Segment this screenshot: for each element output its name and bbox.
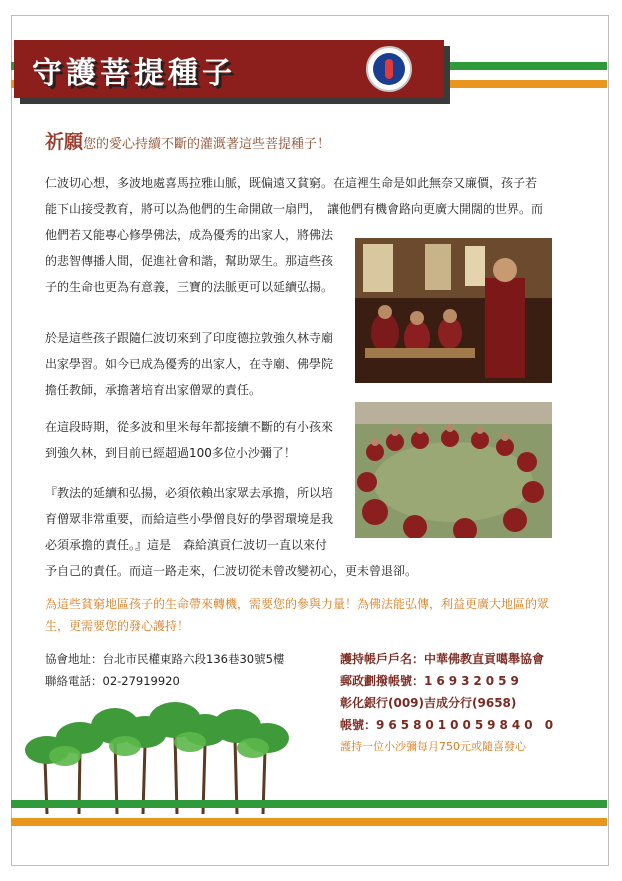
paragraph-2 xyxy=(45,325,333,403)
account-label: 帳號： xyxy=(340,718,377,732)
p2-line3: 擔任教師，承擔著培育出家僧眾的責任。 xyxy=(45,383,262,397)
p1-line4: 的悲智傳播人間，促進社會和諧，幫助眾生。那這些孩 xyxy=(45,254,334,268)
p1-line2: 能下山接受教育，將可以為他們的生命開啟一扇門， 讓他們有機會路向更廣大開闊的世界。而 xyxy=(45,202,544,216)
p1-line5: 子的生命也更為有意義，三寶的法脈更可以延續弘揚。 xyxy=(45,280,334,294)
appeal-text xyxy=(45,593,575,637)
donation-postal xyxy=(340,670,557,692)
donation-account-name: 護持帳戶戶名：中華佛教直貢噶舉協會 xyxy=(340,652,545,666)
contact-address: 協會地址：台北市民權東路六段136巷30號5樓 xyxy=(45,652,285,666)
p3-line2: 到強久林，到目前已經超過100多位小沙彌了！ xyxy=(45,446,296,460)
appeal-line1: 為這些貧窮地區孩子的生命帶來轉機，需要您的參與力量！為佛法能弘傳，利益更廣大地區的眾 xyxy=(45,597,550,611)
p4-line2: 育僧眾非常重要，而給這些小學僧良好的學習環境是我 xyxy=(45,512,334,526)
bottom-orange-stripe xyxy=(11,818,607,826)
postal-number: 16932059 xyxy=(424,674,523,688)
p4-line1: 『教法的延續和弘揚，必須依賴出家眾去承擔，所以培 xyxy=(45,486,334,500)
p1-line1: 仁波切心想，多波地處喜馬拉雅山脈，既偏遠又貧窮。在這裡生命是如此無奈又廉價，孩子若 xyxy=(45,176,538,190)
donation-info xyxy=(340,648,557,758)
logo-emblem-icon xyxy=(373,53,405,85)
donation-bank: 彰化銀行(009)吉成分行(9658) xyxy=(340,696,517,710)
p1-line3: 他們若又能專心修學佛法，成為優秀的出家人，將佛法 xyxy=(45,228,334,242)
p4-line4: 予自己的責任。而這一路走來，仁波切從未曾改變初心，更未曾退卻。 xyxy=(45,564,418,578)
trees-illustration xyxy=(25,690,305,815)
prayer-text: 您的愛心持續不斷的灌溉著這些菩提種子！ xyxy=(83,137,331,152)
monks-circle-photo xyxy=(355,402,552,538)
p2-line1: 於是這些孩子跟隨仁波切來到了印度德拉敦強久林寺廟 xyxy=(45,331,334,345)
donation-account xyxy=(340,714,557,736)
appeal-line2: 生，更需要您的發心護持！ xyxy=(45,619,190,633)
contact-phone: 聯絡電話：02-27919920 xyxy=(45,674,180,688)
p4-line3: 必須承擔的責任。』這是 森給滇貢仁波切一直以來付 xyxy=(45,538,328,552)
classroom-photo xyxy=(355,238,552,383)
page-title: 守護菩提種子 xyxy=(32,56,236,91)
paragraph-3 xyxy=(45,414,333,466)
contact-info xyxy=(45,648,284,692)
prayer-lead: 祈願 xyxy=(45,131,84,153)
bottom-green-stripe xyxy=(11,800,607,808)
donation-note: 護持一位小沙彌每月750元或隨喜發心 xyxy=(340,740,526,753)
association-logo xyxy=(366,46,412,92)
account-number: 9658010059840 0 xyxy=(376,718,558,732)
prayer-line xyxy=(45,127,330,154)
p3-line1: 在這段時期，從多波和里米每年都接續不斷的有小孩來 xyxy=(45,420,334,434)
p2-line2: 出家學習。如今已成為優秀的出家人，在寺廟、佛學院 xyxy=(45,357,334,371)
postal-label: 郵政劃撥帳號： xyxy=(340,674,425,688)
